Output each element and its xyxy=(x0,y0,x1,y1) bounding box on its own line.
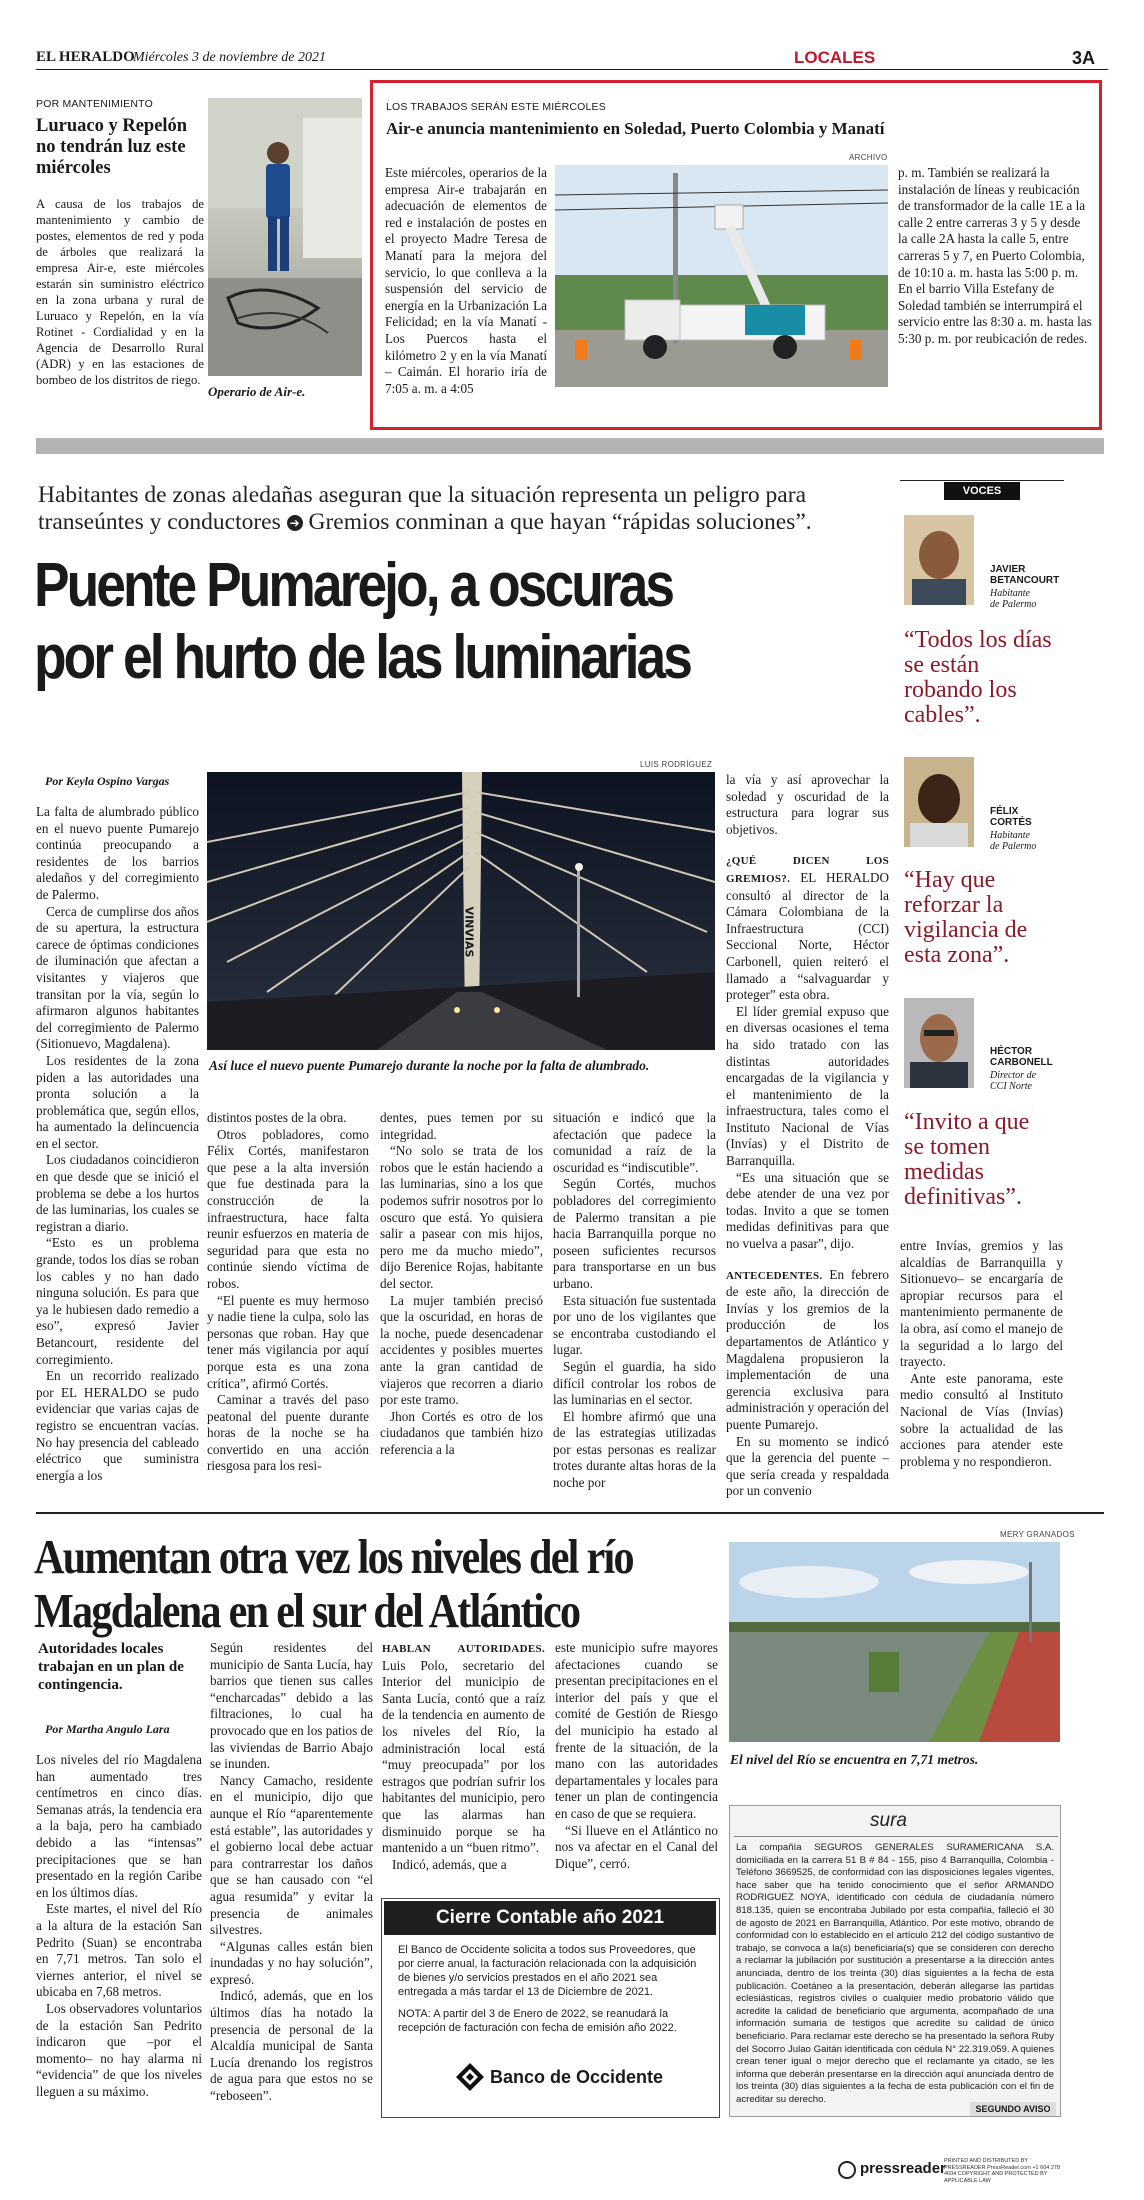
paragraph: Luis Polo, secretario del Interior del municipio de Santa Lucía, contó que a raíz de la tendencia en aumento de los niveles del Río, la administración local está “muy preocupada” por los estragos que podrían sufrir los habitantes del municipio, pero que las alarmas han disminuido porque se ha mantenido a un “buen ritmo”. xyxy=(382,1657,545,1856)
pressreader-footer xyxy=(838,2158,1068,2184)
notice-tag: SEGUNDO AVISO xyxy=(970,2102,1056,2116)
bridge-sign: VINVIAS xyxy=(462,906,476,958)
paragraph: “Esto es un problema grande, todos los días se roban los cables y no han dado ninguna solución. Es para que ya le hubiesen dado remedio a eso”, expresó Javier Betancourt, residente del corregimiento. xyxy=(36,1235,199,1367)
ad-brand: Banco de Occidente xyxy=(490,2067,664,2087)
main-column-6 xyxy=(900,1238,1063,1470)
sura-notice xyxy=(729,1805,1061,2117)
rio-column-2 xyxy=(210,1640,373,2105)
paragraph: Según Cortés, muchos pobladores del corregimiento de Palermo transitan a pie hacia Barranquilla porque no poseen suficientes recursos para transportarse en un bus urbano. xyxy=(553,1176,716,1291)
main-column-3 xyxy=(380,1110,543,1458)
paragraph: En febrero de este año, la dirección de Invías y los gremios de la producción de los departamentos de Atlántico y Magdalena propusieron la implementación de una gerencia exclusiva para administración y operación del puente Pumarejo. xyxy=(726,1266,890,1432)
paragraph: Caminar a través del paso peatonal del puente durante horas de la noche se ha convertido en una acción riesgosa para los resi- xyxy=(207,1392,369,1474)
paragraph: Indicó, además, que a xyxy=(392,1856,507,1872)
main-headline xyxy=(34,550,791,694)
aire-kicker: LOS TRABAJOS SERÁN ESTE MIÉRCOLES xyxy=(386,101,606,113)
paragraph: Indicó, además, que en los últimos días ha notado la presencia de personal de la Alcaldía municipal de Santa Lucía drenando los registros de agua para que estos no se “reboseen”. xyxy=(210,1988,373,2104)
paragraph: “No solo se trata de los robos que le están haciendo a las luminarias, sino a los que podemos sufrir nosotros por lo oscuro que está. Yo quisiera salir a pasear con mis hijos, pero me da mucho miedo”, dijo Berenice Rojas, habitante del sector. xyxy=(380,1143,543,1291)
voice-name: JAVIER BETANCOURT xyxy=(990,564,1060,586)
deck-line-2: transeúntes y conductores xyxy=(38,509,281,535)
paragraph: En su momento se indicó que la gerencia del puente –que sería creada y respaldada por un convenio xyxy=(726,1433,889,1499)
paragraph: En un recorrido realizado por EL HERALDO se pudo evidenciar que varias cajas de registro se encuentran vacías. No hay presencia del cableado eléctrico que suministra energía a los xyxy=(36,1368,199,1483)
aire-title: Air-e anuncia mantenimiento en Soledad, Puerto Colombia y Manatí xyxy=(386,119,885,138)
voice-quote: “Invito a que se tomen medidas definitivas”. xyxy=(904,1109,1030,1210)
aire-photo-credit: ARCHIVO xyxy=(849,153,888,162)
voces-sidebar xyxy=(900,480,1064,1230)
voice-name: FÉLIX CORTÉS xyxy=(990,806,1032,828)
paragraph: “Algunas calles están bien inundadas y no hay solución”, expresó. xyxy=(210,1938,373,1987)
brief-caption: Operario de Air-e. xyxy=(208,384,306,399)
ad-note: NOTA: A partir del 3 de Enero de 2022, se reanudará la recepción de facturación con fecha de emisión año 2022. xyxy=(398,2008,677,2034)
sura-logo: sura xyxy=(870,1810,907,1831)
rio-byline: Por Martha Angulo Lara xyxy=(45,1722,170,1736)
voces-label: VOCES xyxy=(944,482,1020,500)
deck-line-3: Gremios conminan a que hayan “rápidas soluciones”. xyxy=(308,509,812,535)
antecedentes-subhead: ANTECEDENTES. xyxy=(726,1269,823,1282)
section-divider xyxy=(36,438,1104,454)
article-separator xyxy=(36,1512,1104,1514)
section-name: LOCALES xyxy=(794,48,876,67)
paragraph: distintos postes de la obra. xyxy=(207,1110,347,1125)
paragraph: La mujer también precisó que la oscuridad, en horas de la noche, puede desencadenar accidentes y posibles muertes ante la gran cantidad de viajeros que recorren a diario por este tramo. xyxy=(380,1292,543,1408)
rio-summary: Autoridades locales trabajan en un plan de contingencia. xyxy=(38,1641,184,1693)
page-header xyxy=(36,48,1108,70)
river-photo xyxy=(729,1542,1060,1742)
paragraph: El hombre afirmó que una de las estrategias utilizadas por estas personas es realizar trotes durante altas horas de la noche por xyxy=(553,1408,716,1491)
paragraph: este municipio sufre mayores afectaciones cuando se presentan precipitaciones en el interior del país y que el comité de Gestión de Riesgo del municipio ha estado al frente de la situación, de la mano con las autoridades departamentales y locales para tener un plan de contingencia en caso de que se requiera. xyxy=(555,1640,718,1821)
main-column-1 xyxy=(36,804,199,1484)
bridge-photo xyxy=(207,772,715,1050)
bridge-caption: Así luce el nuevo puente Pumarejo durante la noche por la falta de alumbrado. xyxy=(209,1058,650,1073)
rio-headline-2: Magdalena en el sur del Atlántico xyxy=(34,1583,580,1638)
gremios-subhead: ¿QUÉ DICEN LOS GREMIOS?. xyxy=(726,855,889,885)
paragraph: Los residentes de la zona piden a las autoridades una pronta solución a la problemática que, según ellos, ha aumentado la delincuencia en el sector. xyxy=(36,1052,199,1151)
paragraph: Los niveles del río Magdalena han aumentado tres centímetros en cinco días. Semanas atrás, la tendencia era a la baja, pero ha cambiado debido a las “intensas” precipitaciones que se han presentado en la región Caribe en los últimos días. xyxy=(36,1752,202,1900)
paragraph: “Es una situación que se debe atender de una vez por todas. Invito a que se tomen medidas definitivas para que no vuelva a pasar”, dijo. xyxy=(726,1169,889,1252)
avatar xyxy=(904,998,974,1088)
aire-body-right: p. m. También se realizará la instalación de líneas y reubicación de transformador de la calle 1E a la calle 2 entre carreras 3 y 5 y desde la calle 2A hasta la calle 5, entre carreras 5 y 7, en Puerto Colombia, de 10:10 a. m. hasta las 5:00 p. m. En el barrio Villa Estefany de Soledad también se interrumpirá el servicio entre las 8:30 a. m. hasta las 5:30 p. m. por reubicación de redes. xyxy=(898,165,1092,346)
banco-ad xyxy=(381,1898,720,2118)
deck-line-1: Habitantes de zonas aledañas aseguran que la situación representa un peligro para xyxy=(38,482,806,508)
ad-body: El Banco de Occidente solicita a todos sus Proveedores, que por cierre anual, la facturación relacionada con la adquisición de bienes y/o servicios prestados en el año 2021 sea entregada a más tardar el 13 de Diciembre de 2021. xyxy=(398,1944,697,1998)
paragraph: La falta de alumbrado público en el nuevo puente Pumarejo continúa preocupando a residentes de los barrios aledaños y del corregimiento de Palermo. xyxy=(36,804,199,902)
paragraph: Cerca de cumplirse dos años de su apertura, la estructura carece de óptimas condiciones de iluminación que afectan a visitantes y viajeros que transitan por la vía, según lo afirmaron algunos habitantes del corregimiento de Palermo (Sitionuevo, Magdalena). xyxy=(36,903,199,1052)
headline-line-2: por el hurto de las luminarias xyxy=(34,623,690,692)
paragraph: “Si llueve en el Atlántico no nos va afectar en el Canal del Dique”, cerró. xyxy=(555,1822,718,1871)
avatar xyxy=(904,757,974,847)
banco-logo-icon xyxy=(456,2063,484,2091)
voice-role: Habitante de Palermo xyxy=(990,588,1037,610)
paragraph: Según el guardia, ha sido difícil controlar los robos de las luminarias en el sector. xyxy=(553,1358,716,1408)
autoridades-subhead: HABLAN AUTORIDADES. xyxy=(382,1643,545,1655)
paragraph: “El puente es muy hermoso y nadie tiene la culpa, solo las personas que roban. Hay que tener más vigilancia por aquí porque esta es una zona crítica”, afirmó Cortés. xyxy=(207,1292,369,1391)
paragraph: Jhon Cortés es otro de los ciudadanos que también hizo referencia a la xyxy=(380,1408,543,1457)
avatar xyxy=(904,515,974,605)
main-deck xyxy=(38,482,918,536)
main-byline: Por Keyla Ospino Vargas xyxy=(45,774,170,788)
paragraph: la vía y así aprovechar la soledad y oscuridad de la estructura para lograr sus objetivos. xyxy=(726,772,889,837)
bucket-truck-photo xyxy=(555,165,888,387)
paragraph: dentes, pues temen por su integridad. xyxy=(380,1110,543,1142)
brief-kicker: POR MANTENIMIENTO xyxy=(36,98,153,110)
aire-body-left: Este miércoles, operarios de la empresa Air-e trabajarán en adecuación de elementos de red e instalación de postes en el proyecto Madre Teresa de Manatí para la mejora del servicio, lo que conlleva a la suspensión del servicio de energía en la Urbanización La Felicidad; en la vía Manatí - Los Puercos hasta el kilómetro 2 y en la vía Manatí – Caimán. El horario iría de 7:05 a. m. a 4:05 xyxy=(385,165,547,396)
rio-column-3 xyxy=(382,1640,545,1873)
bridge-photo-credit: LUIS RODRÍGUEZ xyxy=(640,760,713,769)
brief-title: Luruaco y Repelón no tendrán luz este miércoles xyxy=(36,116,188,178)
rio-column-4 xyxy=(555,1640,718,1872)
rio-headline-1: Aumentan otra vez los niveles del río xyxy=(34,1529,633,1584)
arrow-circle-icon: ➔ xyxy=(287,515,303,531)
main-column-2 xyxy=(207,1110,369,1475)
river-photo-credit: MERY GRANADOS xyxy=(1000,1530,1075,1539)
notice-body: La compañía SEGUROS GENERALES SURAMERICANA S.A. domiciliada en la carrera 51 B # 84 - 155, piso 4 Barranquilla, Colombia - Teléfono 3669525, de conformidad con las disposiciones legales vigentes, hace saber que ha tenido conocimiento que el señor ARMANDO RODRIGUEZ NOYA, identificado con cédula de ciudadanía número 818.135, quien se encontraba Jubilado por esta compañía, falleció el 30 de agosto de 2021 en Barranquilla, Atlántico. Por este motivo, obrando de conformidad con lo establecido en el artículo 212 del código sustantivo de trabajo, se convoca a la(s) beneficiaria(s) que se consideren con derecho a reclamar la jubilación por sustitución a presentarse a la dirección antes anunciada, dentro de los treinta (30) días siguientes a la fecha de esta publicación. Coetáneo a la presentación, deberán allegarse las partidas eclesiásticas, registros civiles o cualquier medio probatorio válido que acredite la calidad de beneficiario que argumenta, acompañado de una información sumaria de testigos que acredite su calidad de único beneficiario. Para reclamar este derecho se ha presentado la señora Ruby del Socorro Julao Gaitán identificada con cédula N° 22.319.059. A quienes crean tener igual o mejor derecho que el reclamante ya citado, se les informa que deberán presentarse en la dirección aquí anunciada dentro de los treinta (30) días siguientes a la fecha de esta publicación con el fin de acreditar su derecho. xyxy=(736,1842,1054,2105)
voice-quote: “Todos los días se están robando los cables”. xyxy=(904,627,1052,728)
paragraph: Otros pobladores, como Félix Cortés, manifestaron que pese a la alta inversión que fue destinada para la construcción de la infraestructura, hace falta reunir esfuerzos en materia de seguridad para que esta no continúe siendo víctima de robos. xyxy=(207,1126,369,1291)
paragraph: Ante este panorama, este medio consultó al Instituto Nacional de Vías (Invías) sobre la actualidad de las acciones para atender este problema y no respondieron. xyxy=(900,1370,1063,1469)
issue-date: Miércoles 3 de noviembre de 2021 xyxy=(133,50,326,65)
paragraph: situación e indicó que la afectación que padece la comunidad a raíz de la oscuridad es “indiscutible”. xyxy=(553,1110,716,1175)
pressreader-brand: pressreader xyxy=(860,2160,946,2177)
voice-quote: “Hay que reforzar la vigilancia de esta zona”. xyxy=(904,867,1028,968)
pressreader-icon xyxy=(838,2161,856,2179)
pressreader-fine: PRINTED AND DISTRIBUTED BY PRESSREADER PressReader.com +1 604 278 4604 COPYRIGHT AND PROTECTED BY APPLICABLE LAW xyxy=(944,2158,1061,2184)
brief-body: A causa de los trabajos de mantenimiento y cambio de postes, elementos de red y poda de árboles que realizará la empresa Air-e, este miércoles estarán sin suministro eléctrico en la zona urbana y rural de Luruaco y Repelón, en la vía Rotinet - Cordialidad y en la Agencia de Desarrollo Rural (ADR) y en las estaciones de bombeo de los distritos de riego. xyxy=(36,197,204,387)
voice-role: Habitante de Palermo xyxy=(990,830,1037,852)
rio-column-1 xyxy=(36,1752,202,2100)
brief-article xyxy=(36,98,362,418)
paragraph: Esta situación fue sustentada por uno de los vigilantes que se encontraba custodiando el lugar. xyxy=(553,1292,716,1358)
paragraph: Nancy Camacho, residente en el municipio, dijo que aunque el Río “aparentemente está estable”, las autoridades y el gobierno local debe actuar para contrarrestar los daños que se han causado con “el agua resumida” y evitar la presencia de animales silvestres. xyxy=(210,1772,373,1938)
rio-headline xyxy=(34,1530,808,1638)
paragraph: Según residentes del municipio de Santa Lucía, hay barrios que tienen sus calles “encharcadas” debido a las filtraciones, lo cual ha provocado que en los patios de las viviendas de Barrio Abajo se inunden. xyxy=(210,1640,373,1772)
page-number: 3A xyxy=(1072,48,1096,68)
paragraph: EL HERALDO consultó al director de la Cámara Colombiana de la Infraestructura (CCI) Seccional Norte, Héctor Carbonell, quien reiteró el llamado a “salvaguardar y proteger” esta obra. xyxy=(726,869,889,1003)
main-column-4 xyxy=(553,1110,716,1492)
aire-article-box xyxy=(370,80,1102,430)
brand-name: EL HERALDO xyxy=(36,49,135,65)
paragraph: Los ciudadanos coincidieron en que desde que se inició el problema se debe a los hurtos de las luminarias, los cuales se registran a diario. xyxy=(36,1152,199,1234)
operario-photo xyxy=(208,98,362,376)
voice-name: HÉCTOR CARBONELL xyxy=(990,1046,1053,1068)
river-caption: El nivel del Río se encuentra en 7,71 metros. xyxy=(730,1752,979,1767)
paragraph: El líder gremial expuso que en diversas ocasiones el tema ha sido tratado con las distintas autoridades encargadas de la vigilancia y el mantenimiento de la infraestructura, tales como el Instituto Nacional de Vías (Invías) y el Distrito de Barranquilla. xyxy=(726,1003,889,1169)
paragraph: entre Invías, gremios y las alcaldías de Barranquilla y Sitionuevo– se encargaría de apropiar recursos para el mantenimiento permanente de la obra, así como el manejo de la seguridad a lo largo del trayecto. xyxy=(900,1238,1063,1370)
ad-title: Cierre Contable año 2021 xyxy=(384,1901,716,1935)
paragraph: Los observadores voluntarios de la estación San Pedrito indicaron que –por el momento– no hay alarma ni “evidencia” de que los niveles lleguen a su máximo. xyxy=(36,2000,202,2099)
paragraph: Este martes, el nivel del Río a la altura de la estación San Pedrito (Suan) se encontraba en 7,71 metros. Tan solo el viernes anterior, el nivel se ubicaba en 7,68 metros. xyxy=(36,1901,202,2000)
main-column-5 xyxy=(726,772,889,1500)
headline-line-1: Puente Pumarejo, a oscuras xyxy=(34,551,673,620)
voice-role: Director de CCI Norte xyxy=(990,1070,1037,1092)
